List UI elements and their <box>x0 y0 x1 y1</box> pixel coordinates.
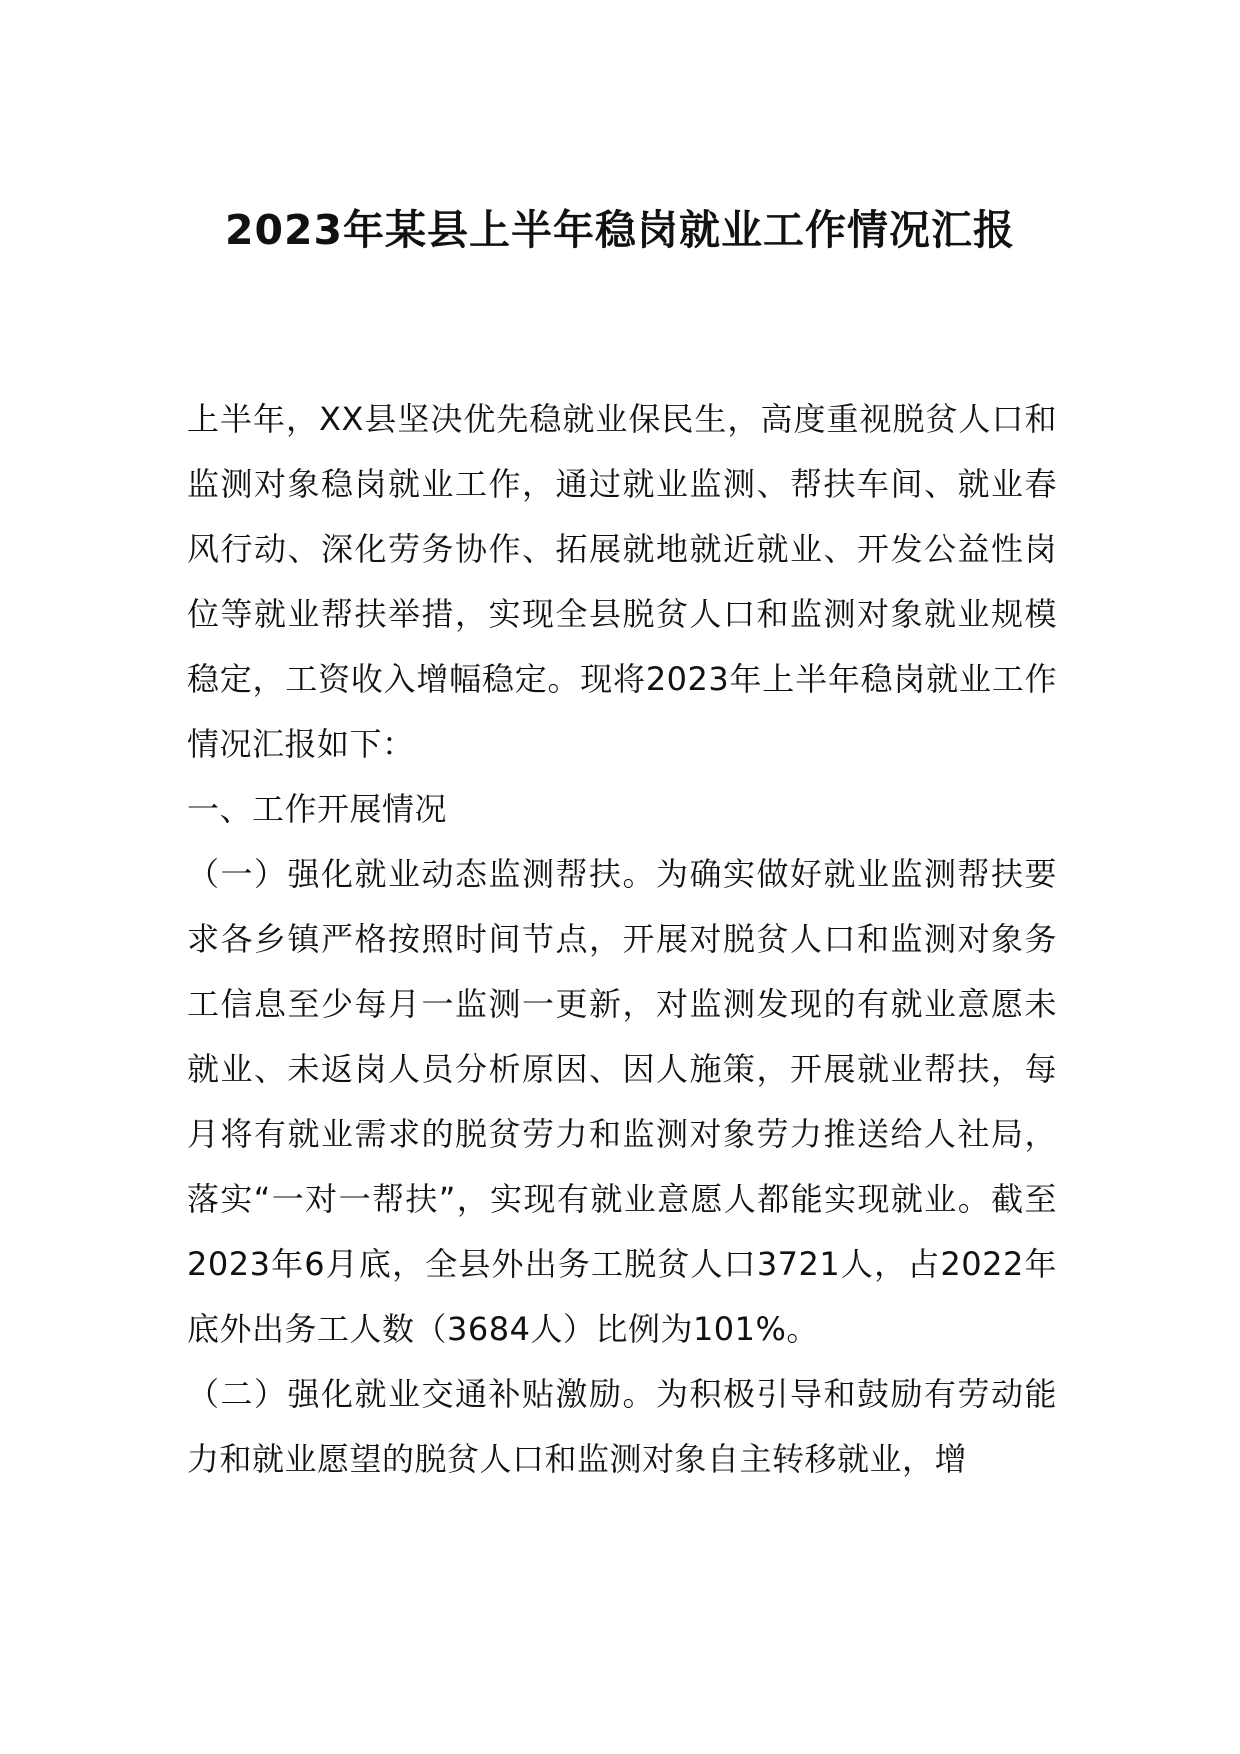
document-body <box>187 387 1057 1492</box>
intro-paragraph: 上半年，XX县坚决优先稳就业保民生，高度重视脱贫人口和监测对象稳岗就业工作，通过就业监测、帮扶车间、就业春风行动、深化劳务协作、拓展就地就近就业、开发公益性岗位等就业帮扶举措，实现全县脱贫人口和监测对象就业规模稳定，工资收入增幅稳定。现将2023年上半年稳岗就业工作情况汇报如下： <box>187 400 1057 763</box>
document-title: 2023年某县上半年稳岗就业工作情况汇报 <box>224 206 1016 254</box>
subsection-2-paragraph: （二）强化就业交通补贴激励。为积极引导和鼓励有劳动能力和就业愿望的脱贫人口和监测对象自主转移就业，增 <box>187 1375 1057 1478</box>
section-heading: 一、工作开展情况 <box>187 790 448 828</box>
subsection-1-paragraph: （一）强化就业动态监测帮扶。为确实做好就业监测帮扶要求各乡镇严格按照时间节点，开展对脱贫人口和监测对象务工信息至少每月一监测一更新，对监测发现的有就业意愿未就业、未返岗人员分析原因、因人施策，开展就业帮扶，每月将有就业需求的脱贫劳力和监测对象劳力推送给人社局，落实“一对一帮扶”，实现有就业意愿人都能实现就业。截至2023年6月底，全县外出务工脱贫人口3721人，占2022年底外出务工人数（3684人）比例为101%。 <box>187 855 1057 1348</box>
